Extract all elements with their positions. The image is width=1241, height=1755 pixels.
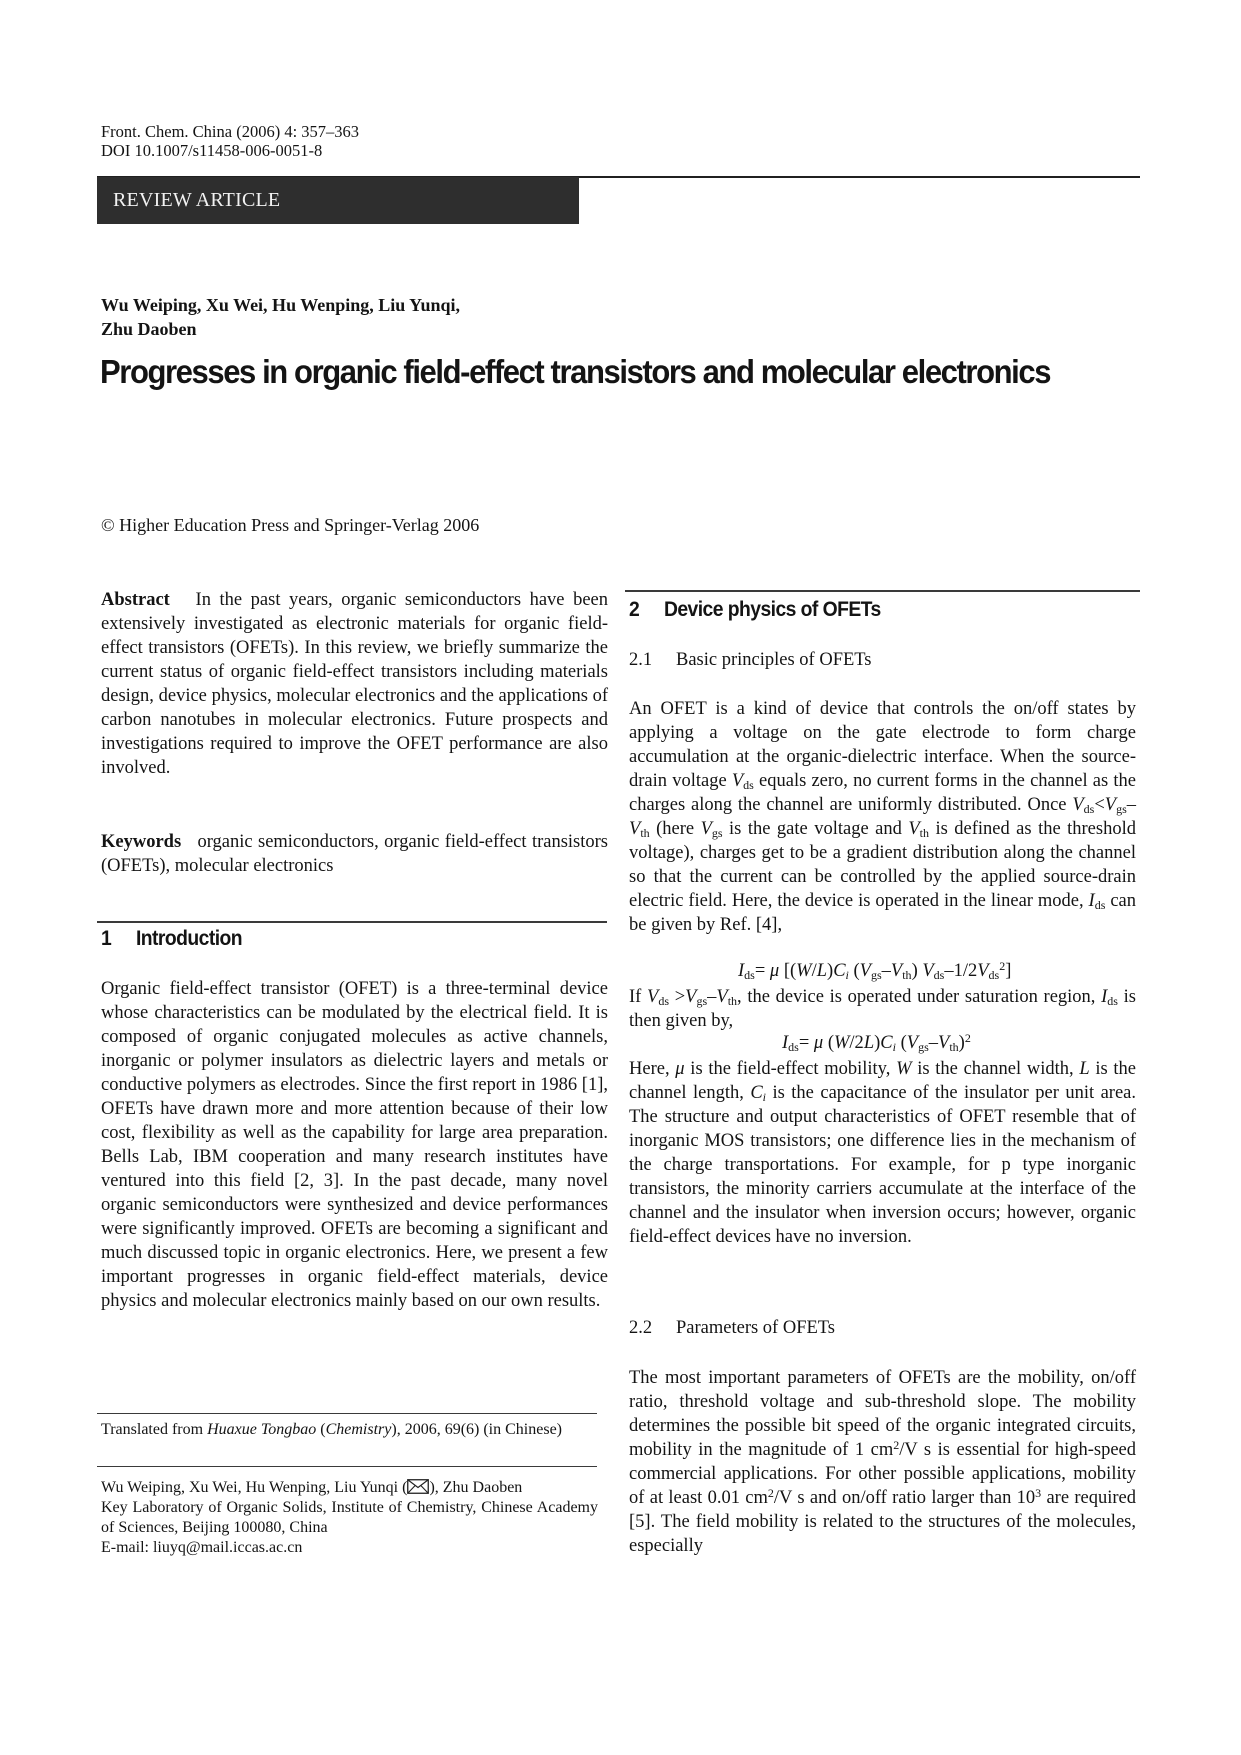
authors-line-2: Zhu Daoben [101,319,197,339]
footnote-authors-after: ), Zhu Daoben [429,1479,523,1496]
basic-principles-paragraph: An OFET is a kind of device that controls the on/off states by applying a voltage on the gate electrode to form charge accumulation at the organic-dielectric interface. When the source-drain voltage $V_{ds}$ equals zero, no current forms in the channel as the charges along the channel are uniformly distributed. Once $V_{ds}<V_{gs}-V_{th}$ (here $V_{gs}$ is the gate voltage and $V_{th}$ is defined as the threshold voltage), charges get to be a gradient distribution along the channel so that the current can be controlled by the applied source-drain electric field. Here, the device is operated in the linear mode, $I_{ds}$ can be given by Ref. [4], [629,699,1136,935]
section-2-title: Device physics of OFETs [663,598,881,621]
p1-text-d: is the gate voltage and [722,819,909,839]
affiliation-text: Key Laboratory of Organic Solids, Institute of Chemistry, Chinese Academy of Sciences, Beijing 100080, China [101,1499,598,1536]
translation-footnote [101,1420,598,1440]
article-type-banner [97,177,579,224]
subsection-2-2-number: 2.2 [629,1318,653,1338]
p4-sup-b: 2 [767,1486,774,1500]
article-title: Progresses in organic field-effect transistors and molecular electronics [100,353,1051,390]
copyright-notice: © Higher Education Press and Springer-Verlag 2006 [101,515,480,535]
corresponding-authors [101,1478,598,1498]
p1-text-b: equals zero, no current forms in the channel as the charges along the channel are uniformly distributed. Once [629,771,1136,815]
p3-text-d: is the channel length, [629,1059,1137,1103]
parameters-paragraph [629,1366,1136,1558]
subsection-2-1-number: 2.1 [629,650,653,670]
p1-text-a: An OFET is a kind of device that controls the on/off states by applying a voltage on the gate electrode to form charge accumulation at the organic-dielectric interface. When the source-drain voltage [629,699,1136,791]
subsection-2-2-title: Parameters of OFETs [676,1318,836,1338]
footnote-rule-2 [97,1466,597,1467]
p4-text-b: /V s is essential for high-speed commercial applications. For other possible applications, mobility of at least 0.01 cm [629,1440,1137,1508]
email-text: E-mail: liuyq@mail.iccas.ac.cn [101,1539,303,1556]
p4-text-d: are required [5]. The field mobility is related to the structures of the molecules, especially [629,1488,1137,1556]
footnote-source-journal-en: Chemistry [325,1421,392,1438]
p3-text-e: is the capacitance of the insulator per unit area. The structure and output characteristics of OFET resemble that of inorganic MOS transistors; one difference lies in the mechanism of the charge transportations. For example, for p type inorganic transistors, the minority carriers accumulate at the interface of the channel and the insulator when inversion occurs; however, organic field-effect devices have no inversion. [629,1083,1136,1247]
section-2-number: 2 [629,598,640,621]
keywords-label: Keywords [101,832,182,852]
section-1-rule [97,921,607,923]
p2-text-a: If [629,987,648,1007]
section-1-heading [101,927,242,951]
saturation-paragraph: If $V_{ds} >V_{gs}-V_{th}$, the device is operated under saturation region, $I_{ds}$ is then given by, [629,987,1137,1031]
footnote-translated-prefix: Translated from [101,1421,208,1438]
journal-citation: Front. Chem. China (2006) 4: 357–363 [101,122,360,141]
section-2-heading [629,598,881,622]
p1-text-c: (here [649,819,701,839]
subsection-2-1-title: Basic principles of OFETs [676,650,872,670]
abstract-block [101,588,608,780]
footnote-rule-1 [97,1413,597,1414]
journal-doi: DOI 10.1007/s11458-006-0051-8 [101,141,323,160]
abstract-label: Abstract [101,590,170,610]
p3-text-b: is the field-effect mobility, [684,1059,897,1079]
envelope-icon [407,1479,429,1494]
introduction-text: Organic field-effect transistor (OFET) is a three-terminal device whose characteristics can be modulated by the electrical field. It is composed of organic conjugated molecules as active channels, inorganic or polymer insulators as dielectric layers and metals or conductive polymers as electrodes. Since the first report in 1986 [1], OFETs have drawn more and more attention because of their low cost, flexibility as well as the capability for large area preparation. Bells Lab, IBM cooperation and many research institutes have ventured into this field [2, 3]. In the past decade, many novel organic semiconductors were synthesized and device performances were significantly improved. OFETs are becoming a significant and much discussed topic in organic electronics. Here, we present a few important progresses in organic field-effect materials, device physics and molecular electronics mainly based on our own results. [101,979,608,1311]
equation-saturation-mode: $I_{ds}= \mu$ $(W/2L)C_i$ $(V_{gs}-V_{th})^2$ [782,1031,971,1054]
p4-text-c: /V s and on/off ratio larger than 10 [773,1488,1036,1508]
subsection-2-2-heading [629,1318,835,1339]
p4-text-a: The most important parameters of OFETs are the mobility, on/off ratio, threshold voltage and sub-threshold slope. The mobility determines the possible bit speed of the organic integrated circuits, mobility in the magnitude of 1 cm [629,1368,1136,1460]
footnote-source-journal: Huaxue Tongbao [207,1421,317,1438]
p2-text-b: , the device is operated under saturation region, [737,987,1102,1007]
p1-text-f: can be given by Ref. [4], [629,891,1136,935]
author-list [101,293,460,341]
authors-line-1: Wu Weiping, Xu Wei, Hu Wenping, Liu Yunqi, [101,295,461,315]
footnote-translated-suffix: ), 2006, 69(6) (in Chinese) [391,1421,562,1438]
footnote-paren: ( [316,1421,326,1438]
author-affiliation-footnote [101,1478,598,1558]
footnote-authors-before: Wu Weiping, Xu Wei, Hu Wenping, Liu Yunqi ( [101,1479,408,1496]
p2-text-c: is then given by, [629,987,1137,1031]
p1-text-e: is defined as the threshold voltage), charges get to be a gradient distribution along the channel so that the current can be controlled by the applied source-drain electric field. Here, the device is operated in the linear mode, [629,819,1136,911]
journal-header [101,122,359,160]
equation-linear-mode: $I_{ds}= \mu$ [$(W/L)C_i$ $(V_{gs}-V_{th})$ $V_{ds}-1/2V_{ds}^2$] [738,959,1012,982]
p3-text-c: is the channel width, [911,1059,1080,1079]
section-1-title: Introduction [135,927,243,950]
article-type-label: REVIEW ARTICLE [113,189,281,211]
p4-sup-a: 2 [893,1438,900,1452]
keywords-block [101,830,608,878]
section-1-number: 1 [101,927,112,950]
mobility-paragraph: Here, μ is the field-effect mobility, W is the channel width, L is the channel length, $C_i$ is the capacitance of the insulator per unit area. The structure and output characteristics of OFET resemble that of inorganic MOS transistors; one difference lies in the mechanism of the charge transportations. For example, for p type inorganic transistors, the minority carriers accumulate at the interface of the channel and the insulator when inversion occurs; however, organic field-effect devices have no inversion. [629,1059,1137,1247]
abstract-text: In the past years, organic semiconductors have been extensively investigated as electronic materials for organic field-effect transistors (OFETs). In this review, we briefly summarize the current status of organic field-effect transistors including materials design, device physics, molecular electronics and the applications of carbon nanotubes in molecular electronics. Future prospects and investigations required to improve the OFET performance are also involved. [101,590,609,778]
subsection-2-1-heading [629,650,872,671]
p4-sup-c: 3 [1035,1486,1042,1500]
introduction-paragraph [101,977,608,1313]
keywords-text: organic semiconductors, organic field-effect transistors (OFETs), molecular electronics [101,832,609,876]
section-2-rule [625,590,1140,592]
p3-text-a: Here, [629,1059,676,1079]
